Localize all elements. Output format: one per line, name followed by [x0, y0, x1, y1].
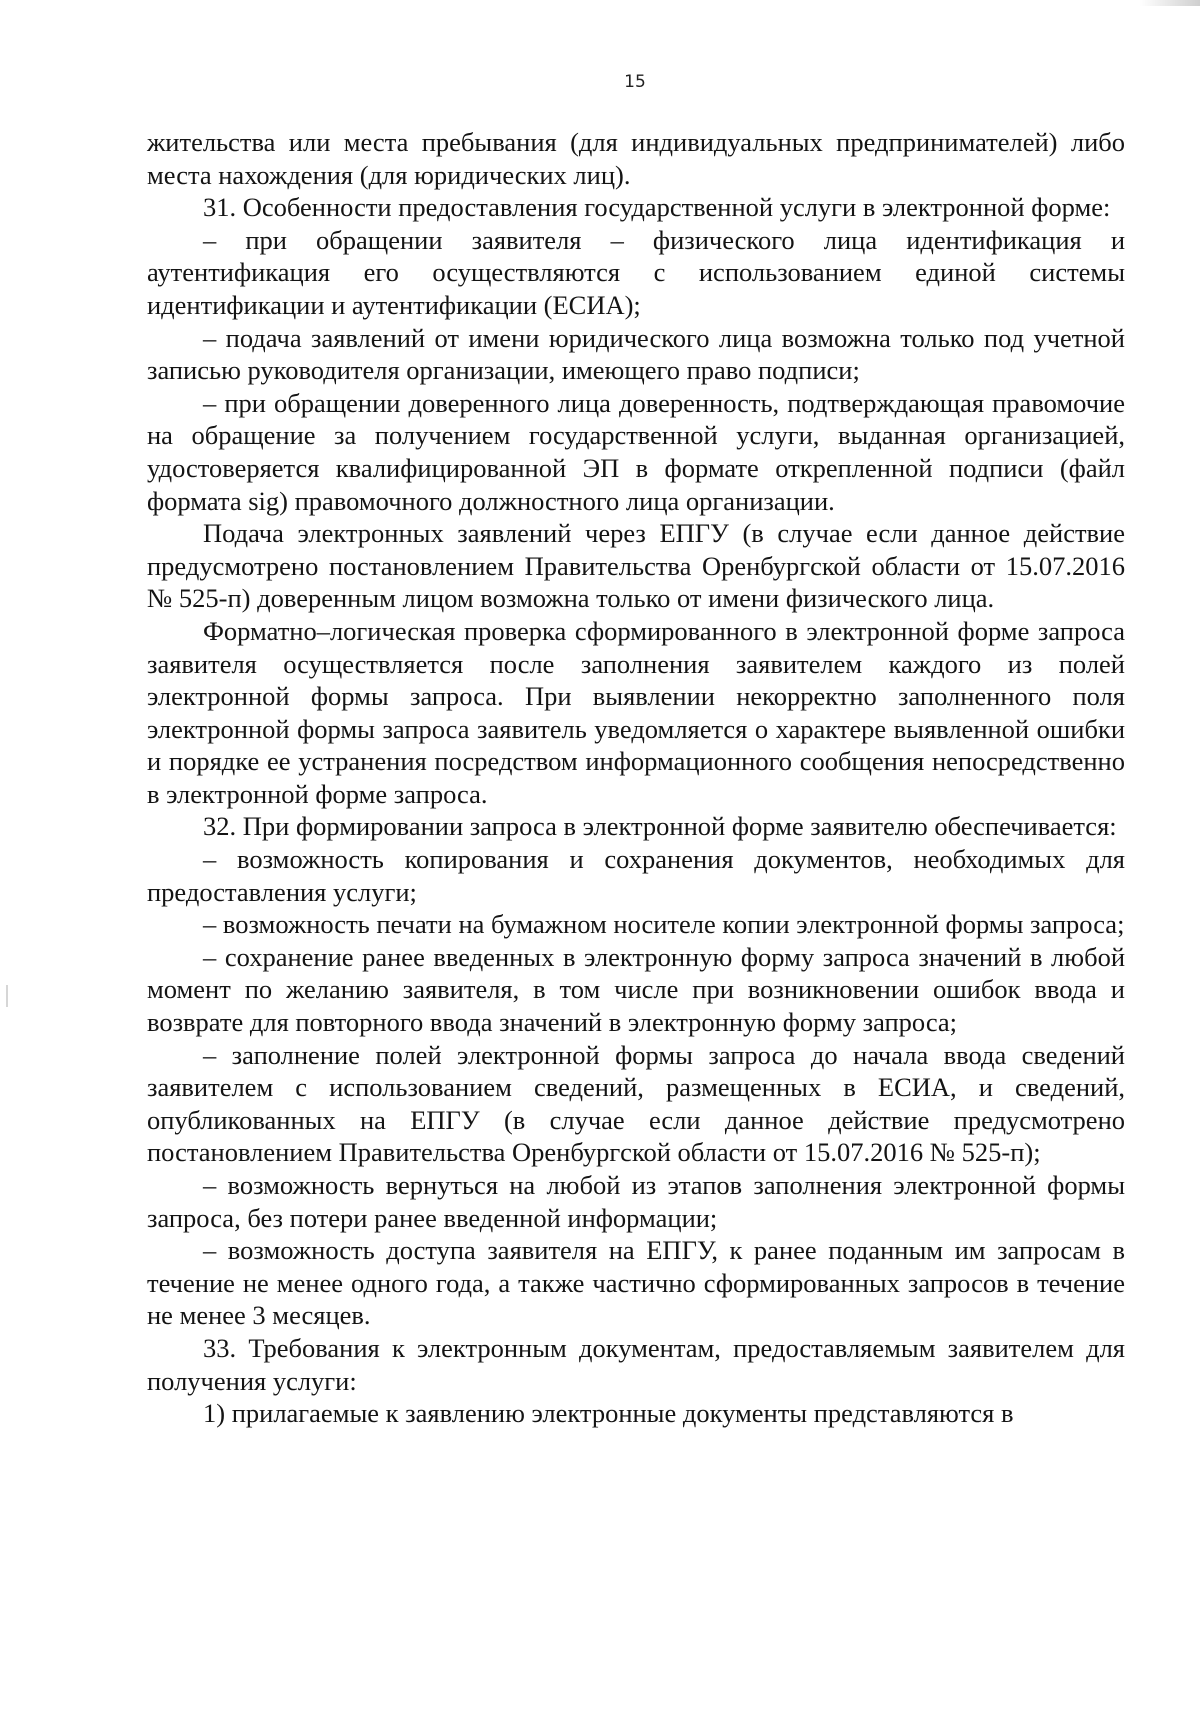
document-body	[147, 126, 1125, 1430]
scan-margin-mark	[6, 985, 8, 1007]
paragraph: – при обращении доверенного лица доверенность, подтверждающая правомочие на обращение за получением государственной услуги, выданная организацией, удостоверяется квалифицированной ЭП в формате открепленной подписи (файл формата sig) правомочного должностного лица организации.	[147, 387, 1125, 516]
paragraph: – возможность вернуться на любой из этапов заполнения электронной формы запроса, без потери ранее введенной информации;	[147, 1170, 1125, 1233]
scan-edge-mark	[1140, 0, 1200, 6]
paragraph: Подача электронных заявлений через ЕПГУ (в случае если данное действие предусмотрено постановлением Правительства Оренбургской области от 15.07.2016 № 525-п) доверенным лицом возможна только от имени физического лица.	[147, 518, 1125, 614]
paragraph: – возможность копирования и сохранения документов, необходимых для предоставления услуги;	[147, 844, 1125, 907]
paragraph: – заполнение полей электронной формы запроса до начала ввода сведений заявителем с использованием сведений, размещенных в ЕСИА, и сведений, опубликованных на ЕПГУ (в случае если данное действие предусмотрено постановлением Правительства Оренбургской области от 15.07.2016 № 525-п);	[147, 1039, 1125, 1168]
paragraph: – при обращении заявителя – физического лица идентификация и аутентификация его осуществляются с использованием единой системы идентификации и аутентификации (ЕСИА);	[147, 224, 1125, 320]
paragraph: 32. При формировании запроса в электронной форме заявителю обеспечивается:	[203, 811, 1117, 842]
page-number: 15	[624, 72, 646, 92]
paragraph: – возможность печати на бумажном носителе копии электронной формы запроса;	[203, 909, 1125, 940]
paragraph: 31. Особенности предоставления государственной услуги в электронной форме:	[203, 192, 1111, 223]
paragraph: – сохранение ранее введенных в электронную форму запроса значений в любой момент по желанию заявителя, в том числе при возникновении ошибок ввода и возврате для повторного ввода значений в электронную форму запроса;	[147, 941, 1125, 1038]
paragraph: – возможность доступа заявителя на ЕПГУ, к ранее поданным им запросам в течение не менее одного года, а также частично сформированных запросов в течение не менее 3 месяцев.	[147, 1235, 1125, 1331]
paragraph: жительства или места пребывания (для индивидуальных предпринимателей) либо места нахождения (для юридических лиц).	[147, 127, 1125, 190]
paragraph: – подача заявлений от имени юридического лица возможна только под учетной записью руководителя организации, имеющего право подписи;	[147, 322, 1125, 386]
paragraph: 1) прилагаемые к заявлению электронные документы представляются в	[203, 1398, 1014, 1429]
paragraph: Форматно–логическая проверка сформированного в электронной форме запроса заявителя осуществляется после заполнения заявителем каждого из полей электронной формы запроса. При выявлении некорректно заполненного поля электронной формы запроса заявитель уведомляется о характере выявленной ошибки и порядке ее устранения посредством информационного сообщения непосредственно в электронной форме запроса.	[147, 615, 1125, 809]
paragraph: 33. Требования к электронным документам, предоставляемым заявителем для получения услуги:	[147, 1332, 1125, 1396]
